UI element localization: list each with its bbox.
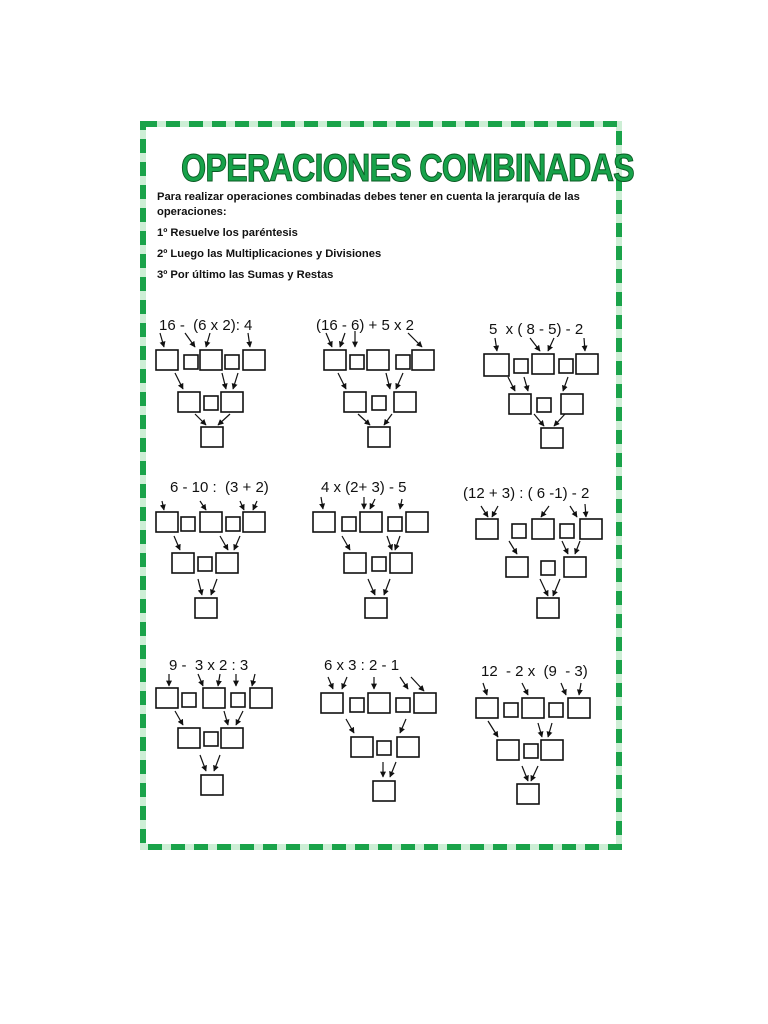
answer-box-tree-5 [390,553,412,573]
operator-box-tree-2 [350,355,364,369]
arrow-tree-5 [384,579,390,595]
arrow-tree-1 [206,333,210,347]
arrow-tree-6 [540,579,548,596]
answer-box-tree-9 [476,698,498,718]
arrow-tree-3 [530,338,540,351]
answer-box-tree-8 [414,693,436,713]
arrow-tree-3 [554,414,565,426]
expression-7: 9 - 3 x 2 : 3 [169,657,249,674]
answer-box-tree-9 [541,740,563,760]
answer-box-tree-1 [200,350,222,370]
answer-box-tree-3 [484,354,509,376]
arrow-tree-9 [538,723,542,737]
operator-box-tree-5 [388,517,402,531]
rule-2: 2º Luego las Multiplicaciones y Divisiones [157,248,382,260]
rule-1: 1º Resuelve los paréntesis [157,227,298,239]
operator-box-tree-6 [512,524,526,538]
answer-box-tree-2 [367,350,389,370]
arrow-tree-7 [224,711,228,725]
operator-box-tree-4 [181,517,195,531]
arrow-tree-5 [321,497,323,509]
answer-box-tree-6 [580,519,602,539]
answer-box-tree-1 [221,392,243,412]
result-box-tree-2 [368,427,390,447]
arrow-tree-3 [584,338,585,351]
answer-box-tree-3 [509,394,531,414]
arrow-tree-3 [508,377,515,391]
arrow-tree-1 [218,414,230,425]
answer-box-tree-7 [156,688,178,708]
result-box-tree-4 [195,598,217,618]
arrow-tree-3 [548,338,554,351]
arrow-tree-1 [160,333,164,347]
arrow-tree-8 [328,677,333,689]
arrow-tree-6 [541,506,549,517]
arrow-tree-2 [338,373,346,389]
answer-box-tree-3 [576,354,598,374]
arrow-tree-3 [495,338,497,351]
expression-1: 16 - (6 x 2): 4 [159,317,253,334]
arrow-tree-6 [553,579,560,596]
answer-box-tree-3 [561,394,583,414]
operator-box-tree-2 [396,355,410,369]
arrow-tree-6 [575,541,580,554]
answer-box-tree-7 [250,688,272,708]
arrow-tree-3 [524,377,528,391]
result-box-tree-9 [517,784,539,804]
expression-9: 12 - 2 x (9 - 3) [481,663,588,680]
arrow-tree-8 [346,719,354,733]
answer-box-tree-4 [243,512,265,532]
answer-box-tree-4 [200,512,222,532]
page-title: OPERACIONES COMBINADAS [180,147,634,190]
answer-box-tree-7 [178,728,200,748]
operator-box-tree-1 [184,355,198,369]
result-box-tree-6 [537,598,559,618]
arrow-tree-7 [198,674,203,686]
answer-box-tree-2 [394,392,416,412]
operator-box-tree-1 [225,355,239,369]
answer-box-tree-6 [532,519,554,539]
arrow-tree-3 [534,414,544,426]
answer-box-tree-7 [203,688,225,708]
arrow-tree-5 [370,499,375,509]
answer-box-tree-5 [360,512,382,532]
answer-box-tree-8 [397,737,419,757]
arrow-tree-1 [222,373,226,389]
arrow-tree-8 [400,677,408,689]
answer-box-tree-1 [178,392,200,412]
operator-box-tree-7 [204,732,218,746]
operator-box-tree-9 [549,703,563,717]
answer-box-tree-8 [368,693,390,713]
arrow-tree-4 [220,536,228,550]
arrow-tree-4 [200,501,206,510]
operator-box-tree-5 [342,517,356,531]
result-box-tree-7 [201,775,223,795]
result-box-tree-8 [373,781,395,801]
arrow-tree-4 [240,501,244,510]
arrow-tree-5 [400,499,402,509]
arrow-tree-3 [563,377,568,391]
arrow-tree-7 [200,755,206,771]
expression-5: 4 x (2+ 3) - 5 [321,479,407,496]
operator-box-tree-2 [372,396,386,410]
arrow-tree-2 [358,414,370,425]
arrow-tree-5 [368,579,375,595]
arrow-tree-4 [162,501,164,510]
answer-box-tree-1 [243,350,265,370]
arrow-tree-1 [185,333,195,347]
operator-box-tree-3 [514,359,528,373]
arrow-tree-5 [387,536,392,550]
arrow-tree-8 [390,762,396,777]
operator-box-tree-3 [559,359,573,373]
arrow-tree-5 [395,536,400,550]
arrow-tree-2 [408,333,422,347]
arrow-tree-7 [236,711,243,725]
arrow-tree-2 [396,373,403,389]
answer-box-tree-2 [344,392,366,412]
arrow-tree-8 [342,677,347,689]
answer-box-tree-1 [156,350,178,370]
result-box-tree-3 [541,428,563,448]
expression-6: (12 + 3) : ( 6 -1) - 2 [463,485,590,502]
operator-box-tree-4 [198,557,212,571]
arrow-tree-6 [492,506,498,517]
operator-box-tree-6 [541,561,555,575]
answer-box-tree-3 [532,354,554,374]
answer-box-tree-5 [344,553,366,573]
answer-box-tree-5 [313,512,335,532]
arrow-tree-9 [483,683,487,695]
operator-box-tree-7 [231,693,245,707]
rule-3: 3º Por último las Sumas y Restas [157,269,334,281]
arrow-tree-7 [252,674,255,686]
arrow-tree-8 [411,677,424,691]
answer-box-tree-9 [568,698,590,718]
result-box-tree-1 [201,427,223,447]
operator-box-tree-1 [204,396,218,410]
expression-3: 5 x ( 8 - 5) - 2 [489,321,584,338]
arrow-tree-2 [340,333,345,347]
answer-box-tree-6 [506,557,528,577]
answer-box-tree-2 [324,350,346,370]
answer-box-tree-2 [412,350,434,370]
arrow-tree-4 [253,501,257,510]
arrow-tree-4 [198,579,202,595]
operator-box-tree-8 [396,698,410,712]
answer-box-tree-4 [156,512,178,532]
arrow-tree-9 [488,721,498,737]
arrow-tree-9 [531,766,538,781]
answer-box-tree-4 [216,553,238,573]
operator-box-tree-6 [560,524,574,538]
arrow-tree-6 [509,541,517,554]
answer-box-tree-6 [564,557,586,577]
answer-box-tree-8 [321,693,343,713]
expression-4: 6 - 10 : (3 + 2) [170,479,269,496]
arrow-tree-2 [384,414,392,425]
arrow-tree-9 [548,723,552,737]
operator-box-tree-9 [524,744,538,758]
arrow-tree-7 [175,711,183,725]
answer-box-tree-9 [497,740,519,760]
answer-box-tree-9 [522,698,544,718]
arrow-tree-4 [174,536,180,550]
operator-box-tree-5 [372,557,386,571]
worksheet [140,121,634,850]
operator-box-tree-9 [504,703,518,717]
arrow-tree-1 [233,373,238,389]
answer-box-tree-5 [406,512,428,532]
operator-box-tree-3 [537,398,551,412]
arrow-tree-5 [342,536,350,550]
arrow-tree-2 [386,373,390,389]
arrow-tree-6 [585,504,586,517]
arrow-tree-4 [234,536,240,550]
arrow-tree-9 [561,683,566,695]
arrow-tree-7 [218,674,220,686]
result-box-tree-5 [365,598,387,618]
arrow-tree-1 [195,414,206,425]
arrow-tree-4 [211,579,217,595]
arrow-tree-2 [326,333,332,347]
answer-trees [140,121,634,850]
answer-box-tree-8 [351,737,373,757]
arrow-tree-9 [522,683,528,695]
operator-box-tree-8 [377,741,391,755]
answer-box-tree-6 [476,519,498,539]
operator-box-tree-7 [182,693,196,707]
arrow-tree-1 [248,333,250,347]
arrow-tree-6 [481,506,488,517]
answer-box-tree-7 [221,728,243,748]
arrow-tree-6 [562,541,568,554]
expression-2: (16 - 6) + 5 x 2 [316,317,414,334]
expression-8: 6 x 3 : 2 - 1 [324,657,400,674]
arrow-tree-7 [214,755,220,771]
arrow-tree-6 [570,506,577,517]
operator-box-tree-8 [350,698,364,712]
intro-text: Para realizar operaciones combinadas debes tener en cuenta la jerarquía de las operaciones: [157,191,580,218]
answer-box-tree-4 [172,553,194,573]
arrow-tree-9 [579,683,581,695]
arrow-tree-8 [400,719,406,733]
arrow-tree-1 [175,373,183,389]
arrow-tree-9 [522,766,528,781]
operator-box-tree-4 [226,517,240,531]
